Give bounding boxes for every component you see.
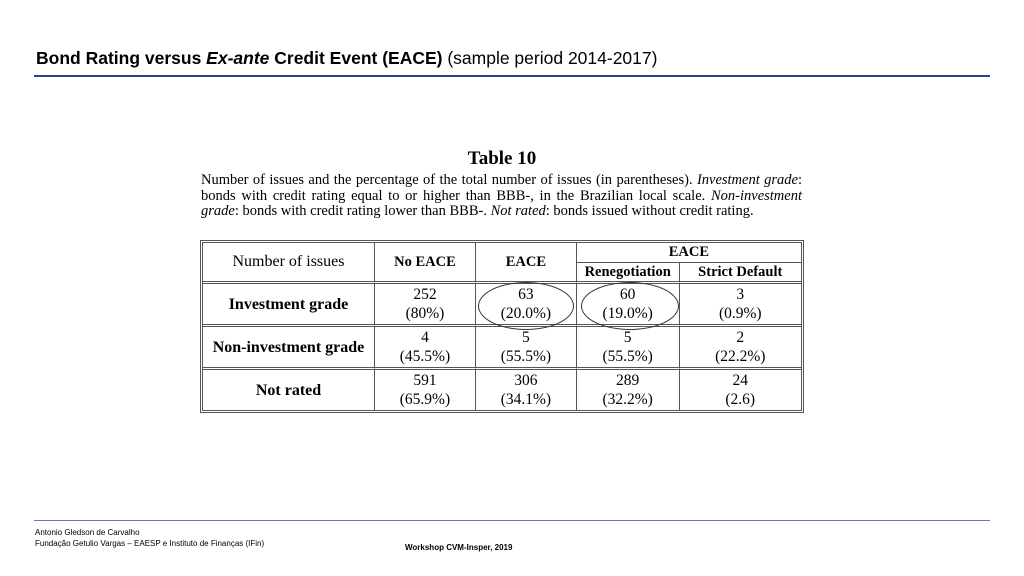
cell-no-eace [375, 370, 476, 410]
cell-eace [476, 284, 577, 327]
footer-affiliation: Fundação Getulio Vargas – EAESP e Instituto de Finanças (IFin) [35, 539, 265, 548]
table-row-not-rated [203, 370, 801, 410]
cell-count: 5 [522, 329, 530, 346]
caption-text-4: : bonds issued without credit rating. [545, 203, 754, 219]
caption-text-2: : bonds with credit rating equal to or higher than BBB-, in the Brazilian local scale. [201, 172, 802, 204]
table-heading: Table 10 [467, 148, 537, 169]
cell-count: 306 [514, 372, 538, 389]
cell-count: 289 [616, 372, 640, 389]
caption-text-3: : bonds with credit rating lower than BBB-. [234, 203, 491, 219]
header-no-eace: No EACE [375, 243, 476, 284]
cell-percentage: (19.0%) [602, 305, 653, 322]
cell-renegotiation [577, 327, 680, 370]
cell-count: 5 [623, 329, 632, 346]
caption-term-non-investment-grade: Non-investment grade [201, 187, 802, 219]
table-row-investment-grade [203, 284, 801, 327]
cell-count: 591 [413, 372, 437, 389]
cell-percentage: (20.0%) [500, 305, 552, 322]
cell-no-eace [375, 327, 476, 370]
title-part-3: Credit Event (EACE) [269, 48, 443, 68]
header-strict-default: Strict Default [680, 263, 802, 284]
cell-percentage: (80%) [405, 305, 445, 322]
cell-count: 60 [619, 286, 636, 303]
cell-percentage: (2.6) [725, 391, 756, 408]
cell-count: 3 [736, 286, 745, 303]
row-label: Investment grade [203, 284, 375, 327]
cell-count: 24 [732, 372, 748, 389]
cell-percentage: (22.2%) [715, 348, 766, 365]
cell-percentage: (34.1%) [500, 391, 552, 408]
caption-term-not-rated: Not rated [490, 203, 546, 219]
title-subtitle: (sample period 2014-2017) [442, 48, 658, 68]
header-eace: EACE [476, 243, 577, 284]
cell-no-eace [375, 284, 476, 327]
rating-vs-eace-table [200, 240, 804, 413]
footer-author: Antonio Gledson de Carvalho [35, 528, 140, 537]
cell-eace [476, 327, 577, 370]
cell-strict-default [680, 370, 802, 410]
cell-percentage: (55.5%) [602, 348, 653, 365]
cell-count: 2 [736, 329, 745, 346]
slide-title [36, 48, 657, 69]
row-label: Not rated [203, 370, 375, 410]
table-header-row [203, 243, 801, 263]
caption-text-1: Number of issues and the percentage of the total number of issues (in parentheses). [201, 172, 697, 188]
footer-event: Workshop CVM-Insper, 2019 [405, 543, 513, 552]
cell-eace [476, 370, 577, 410]
header-eace-group: EACE [577, 243, 801, 263]
title-part-2: Ex-ante [206, 48, 270, 68]
cell-percentage: (55.5%) [500, 348, 552, 365]
table-caption [201, 173, 802, 220]
cell-count: 4 [421, 329, 429, 346]
cell-percentage: (45.5%) [399, 348, 451, 365]
header-renegotiation: Renegotiation [577, 263, 680, 284]
cell-percentage: (0.9%) [718, 305, 762, 322]
footer-divider [34, 520, 990, 521]
cell-count: 252 [413, 286, 437, 303]
cell-renegotiation [577, 284, 680, 327]
cell-strict-default [680, 284, 802, 327]
title-part-1: Bond Rating versus [36, 48, 207, 68]
cell-percentage: (32.2%) [602, 391, 653, 408]
cell-renegotiation [577, 370, 680, 410]
cell-percentage: (65.9%) [399, 391, 451, 408]
title-divider [34, 75, 990, 77]
cell-count: 63 [518, 286, 534, 303]
table-row-non-investment-grade [203, 327, 801, 370]
caption-term-investment-grade: Investment grade [696, 172, 798, 188]
cell-strict-default [680, 327, 802, 370]
row-label: Non-investment grade [203, 327, 375, 370]
header-number-of-issues: Number of issues [203, 243, 375, 284]
